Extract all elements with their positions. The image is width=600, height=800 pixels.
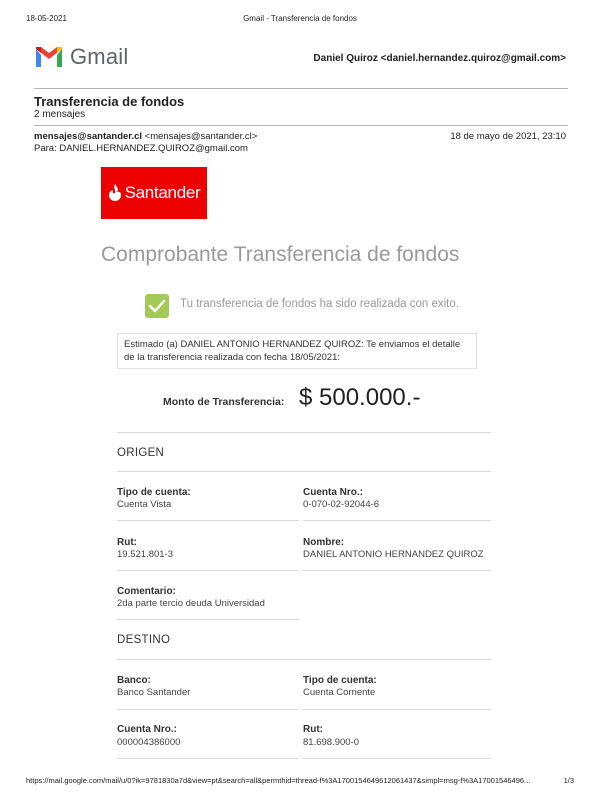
gmail-logo[interactable] xyxy=(34,44,128,70)
divider xyxy=(117,432,491,433)
divider xyxy=(117,659,491,660)
destino-heading: DESTINO xyxy=(117,634,171,646)
divider xyxy=(303,709,491,710)
origen-nombre-value: DANIEL ANTONIO HERNANDEZ QUIROZ xyxy=(303,549,484,560)
santander-logo xyxy=(101,167,207,219)
santander-flame-icon xyxy=(108,184,122,202)
gmail-m-icon xyxy=(34,45,64,69)
origen-nombre-label: Nombre: xyxy=(303,537,345,548)
amount-label: Monto de Transferencia: xyxy=(163,396,285,408)
divider xyxy=(303,758,491,759)
origen-comentario-value: 2da parte tercio deuda Universidad xyxy=(117,598,265,609)
divider xyxy=(303,520,491,521)
gmail-wordmark: Gmail xyxy=(70,44,129,69)
print-date: 18-05-2021 xyxy=(26,14,67,23)
origen-tipo-cuenta-label: Tipo de cuenta: xyxy=(117,487,191,498)
destino-rut-label: Rut: xyxy=(303,724,323,735)
success-message: Tu transferencia de fondos ha sido realizada con exito. xyxy=(180,298,459,310)
santander-wordmark: Santander xyxy=(124,183,201,202)
divider xyxy=(117,709,299,710)
message-date: 18 de mayo de 2021, 23:10 xyxy=(450,131,566,142)
account-email: Daniel Quiroz <daniel.hernandez.quiroz@gmail.com> xyxy=(313,53,566,64)
divider xyxy=(34,125,568,126)
recipient: Para: DANIEL.HERNANDEZ.QUIROZ@gmail.com xyxy=(34,143,248,154)
receipt-title: Comprobante Transferencia de fondos xyxy=(101,243,460,266)
origen-tipo-cuenta-value: Cuenta Vista xyxy=(117,499,172,510)
origen-rut-value: 19.521.801-3 xyxy=(117,549,173,560)
origen-cuenta-nro-label: Cuenta Nro.: xyxy=(303,487,363,498)
message-count: 2 mensajes xyxy=(34,109,86,120)
origen-heading: ORIGEN xyxy=(117,447,165,459)
divider xyxy=(34,88,568,89)
sender-email: <mensajes@santander.cl> xyxy=(144,131,258,142)
divider xyxy=(303,570,491,571)
divider xyxy=(117,520,299,521)
destino-tipo-cuenta-value: Cuenta Corriente xyxy=(303,687,376,698)
checkmark-icon xyxy=(145,294,169,318)
origen-cuenta-nro-value: 0-070-02-92044-6 xyxy=(303,499,380,510)
destino-banco-label: Banco: xyxy=(117,675,151,686)
sender-name: mensajes@santander.cl xyxy=(34,131,143,142)
destino-cuenta-nro-value: 000004386000 xyxy=(117,737,181,748)
thread-subject: Transferencia de fondos xyxy=(34,94,185,109)
origen-comentario-label: Comentario: xyxy=(117,586,176,597)
page-number: 1/3 xyxy=(563,776,574,785)
divider xyxy=(117,471,491,472)
origen-rut-label: Rut: xyxy=(117,537,137,548)
amount-value: $ 500.000.- xyxy=(299,384,421,411)
page-url: https://mail.google.com/mail/u/0?ik=9781830a7d&view=pt&search=all&permthid=thread-f%3A1700154649612061437&simpl=msg-f%3A17001546496... xyxy=(26,776,531,785)
notice-box: Estimado (a) DANIEL ANTONIO HERNANDEZ QUIROZ: Te enviamos el detalle de la transferencia realizada con fecha 18/05/2021: xyxy=(117,333,477,369)
destino-cuenta-nro-label: Cuenta Nro.: xyxy=(117,724,177,735)
divider xyxy=(117,758,299,759)
destino-banco-value: Banco Santander xyxy=(117,687,191,698)
sender xyxy=(34,131,257,142)
destino-tipo-cuenta-label: Tipo de cuenta: xyxy=(303,675,377,686)
divider xyxy=(117,619,299,620)
print-title: Gmail - Transferencia de fondos xyxy=(243,14,357,23)
destino-rut-value: 81.698.900-0 xyxy=(303,737,359,748)
divider xyxy=(117,570,299,571)
